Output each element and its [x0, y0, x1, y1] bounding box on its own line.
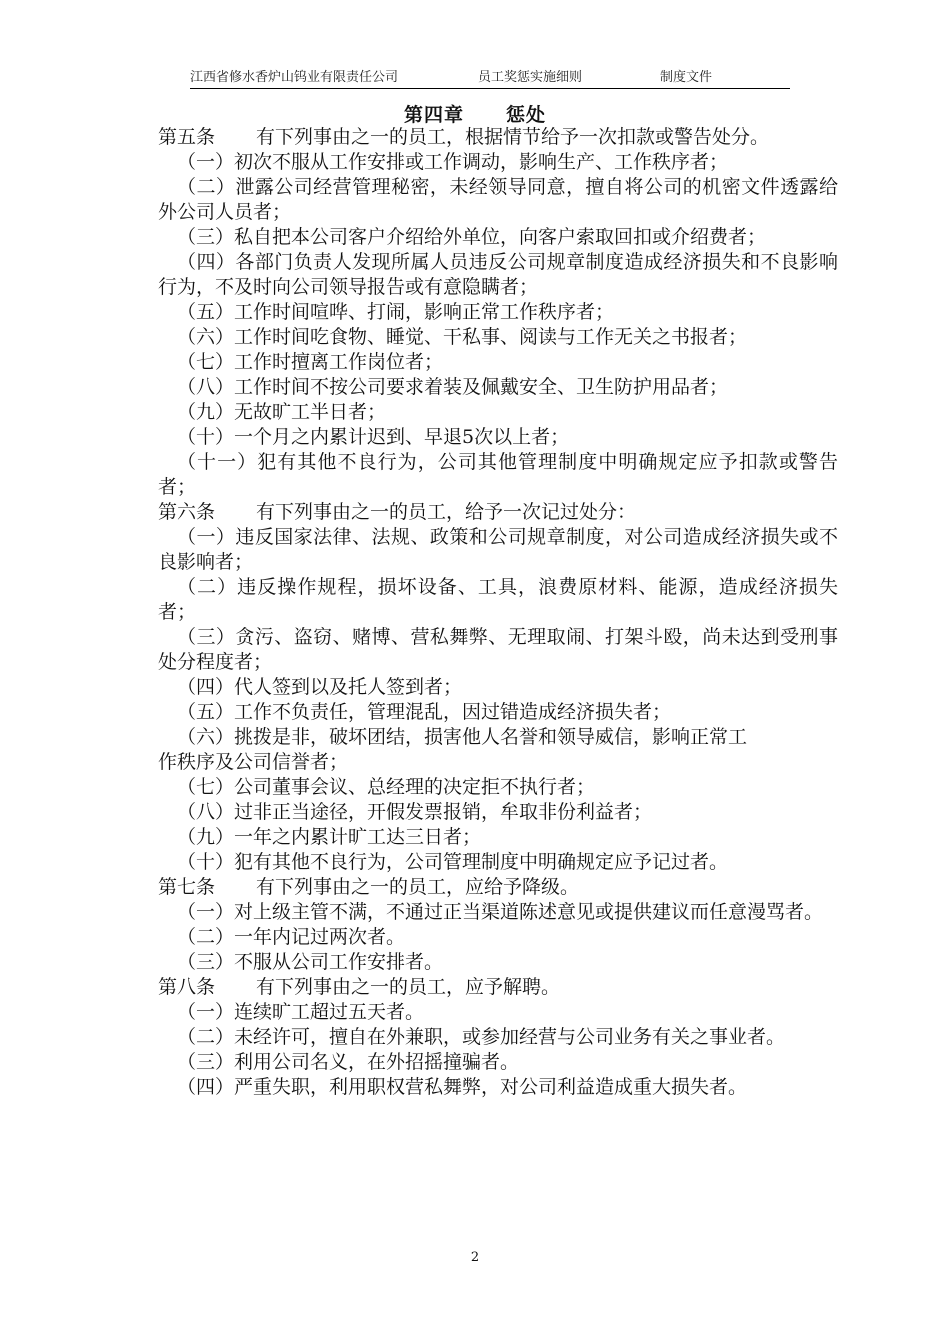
list-item: （一）违反国家法律、法规、政策和公司规章制度，对公司造成经济损失或不良影响者； [158, 526, 838, 573]
page-number: 2 [470, 1250, 480, 1265]
article-text: 有下列事由之一的员工，应给予降级。 [256, 876, 580, 898]
list-item: （二）一年内记过两次者。 [177, 926, 406, 948]
list-item: （八）过非正当途径，开假发票报销，牟取非份利益者； [177, 801, 653, 823]
list-item: （一）对上级主管不满，不通过正当渠道陈述意见或提供建议而任意漫骂者。 [177, 901, 824, 923]
header-company: 江西省修水香炉山钨业有限责任公司 [190, 70, 399, 85]
list-item: （二）泄露公司经营管理秘密，未经领导同意，擅自将公司的机密文件透露给外公司人员者； [158, 176, 838, 223]
list-item: （五）工作不负责任，管理混乱，因过错造成经济损失者； [177, 701, 672, 723]
list-item: （三）私自把本公司客户介绍给外单位，向客户索取回扣或介绍费者； [177, 226, 767, 248]
header-doc-title: 员工奖惩实施细则 [478, 70, 583, 85]
list-item: （六）挑拨是非，破坏团结，损害他人名誉和领导威信，影响正常工 [177, 726, 748, 748]
list-item: （五）工作时间喧哗、打闹，影响正常工作秩序者； [177, 301, 615, 323]
document-body [158, 125, 838, 1100]
list-item: （九）无故旷工半日者； [177, 401, 387, 423]
article-7 [158, 875, 838, 900]
list-item: （四）各部门负责人发现所属人员违反公司规章制度造成经济损失和不良影响行为，不及时向公司领导报告或有意隐瞒者； [158, 251, 838, 298]
article-number: 第八条 [158, 976, 216, 998]
page-header [190, 66, 790, 88]
article-text: 有下列事由之一的员工，根据情节给予一次扣款或警告处分。 [256, 126, 770, 148]
list-item: （二）违反操作规程，损坏设备、工具，浪费原材料、能源，造成经济损失者； [158, 576, 838, 623]
article-text: 有下列事由之一的员工，应予解聘。 [256, 976, 561, 998]
list-item: （八）工作时间不按公司要求着装及佩戴安全、卫生防护用品者； [177, 376, 729, 398]
list-item: （十一）犯有其他不良行为，公司其他管理制度中明确规定应予扣款或警告者； [158, 451, 838, 498]
article-number: 第七条 [158, 876, 216, 898]
list-item: （三）不服从公司工作安排者。 [177, 951, 444, 973]
list-item: （十）犯有其他不良行为，公司管理制度中明确规定应予记过者。 [177, 851, 729, 873]
list-item: （七）公司董事会议、总经理的决定拒不执行者； [177, 776, 596, 798]
list-item: （一）连续旷工超过五天者。 [177, 1001, 425, 1023]
list-item: （七）工作时擅离工作岗位者； [177, 351, 444, 373]
list-item: （十）一个月之内累计迟到、早退5次以上者； [177, 426, 570, 448]
article-5 [158, 125, 838, 150]
chapter-heading [0, 100, 950, 127]
list-item: （三）贪污、盗窃、赌博、营私舞弊、无理取闹、打架斗殴，尚未达到受刑事处分程度者； [158, 626, 838, 673]
list-item: （四）严重失职，利用职权营私舞弊，对公司利益造成重大损失者。 [177, 1076, 748, 1098]
list-item: （九）一年之内累计旷工达三日者； [177, 826, 482, 848]
article-6 [158, 500, 838, 525]
article-number: 第六条 [158, 501, 216, 523]
article-text: 有下列事由之一的员工，给予一次记过处分： [256, 501, 637, 523]
list-item: （三）利用公司名义，在外招摇撞骗者。 [177, 1051, 520, 1073]
chapter-title: 惩处 [506, 104, 547, 126]
list-item-continuation: 作秩序及公司信誉者； [158, 751, 349, 773]
list-item: （一）初次不服从工作安排或工作调动，影响生产、工作秩序者； [177, 151, 729, 173]
header-rule [190, 88, 790, 89]
list-item: （四）代人签到以及托人签到者； [177, 676, 463, 698]
header-doc-type: 制度文件 [660, 70, 713, 85]
article-8 [158, 975, 838, 1000]
list-item: （六）工作时间吃食物、睡觉、干私事、阅读与工作无关之书报者； [177, 326, 748, 348]
list-item: （二）未经许可，擅自在外兼职，或参加经营与公司业务有关之事业者。 [177, 1026, 786, 1048]
chapter-number: 第四章 [403, 104, 464, 126]
article-number: 第五条 [158, 126, 216, 148]
